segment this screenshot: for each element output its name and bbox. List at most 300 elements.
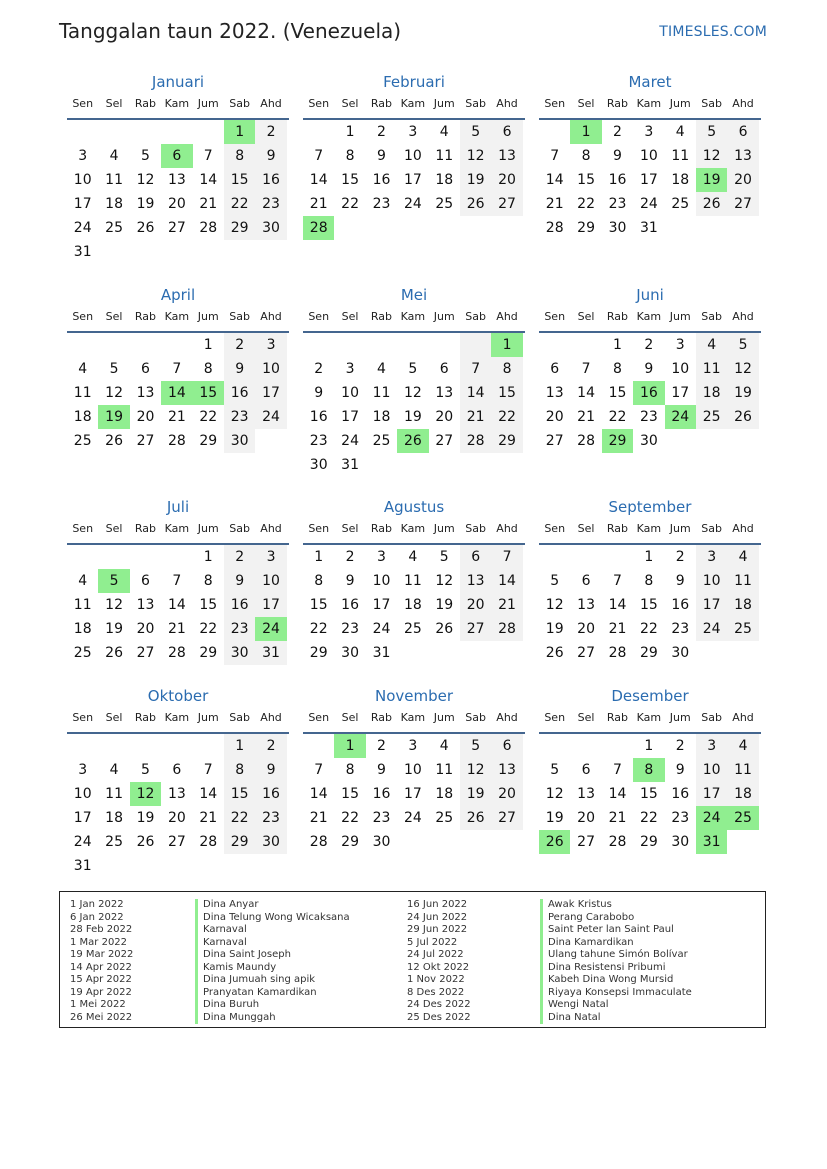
legend-holiday-name: Perang Carabobo: [540, 912, 692, 925]
day-cell: 2: [224, 545, 255, 569]
day-cell: 28: [460, 429, 491, 453]
day-cell: 18: [73, 409, 92, 425]
day-cell: 10: [255, 569, 286, 593]
weekday-label: Sen: [308, 97, 330, 110]
weekday-label: Sel: [341, 522, 359, 535]
day-cell: 11: [727, 569, 758, 593]
month-november: [303, 684, 525, 854]
day-cell: 19: [460, 168, 491, 192]
day-grid: [67, 333, 289, 453]
day-cell: 13: [167, 172, 186, 188]
empty-cell: [98, 333, 129, 357]
day-cell: 26: [136, 834, 155, 850]
day-cell: 13: [460, 569, 491, 593]
legend-holiday-name: Dina Resistensi Pribumi: [540, 962, 692, 975]
day-cell: 26: [105, 645, 123, 661]
day-cell: 9: [224, 357, 255, 381]
page-title: Tanggalan taun 2022. (Venezuela): [59, 19, 402, 43]
month-name: Juli: [166, 498, 190, 516]
day-cell: 2: [675, 738, 685, 754]
weekday-label: Ahd: [260, 711, 282, 724]
day-cell: 4: [727, 734, 758, 758]
day-cell: 12: [545, 597, 564, 613]
holiday-day-cell: 14: [161, 381, 192, 405]
day-cell: 18: [105, 196, 123, 212]
empty-cell: [67, 545, 98, 569]
day-grid: [303, 545, 525, 665]
weekday-label: Jum: [197, 310, 219, 323]
holiday-legend: [59, 891, 766, 1028]
day-cell: 7: [460, 357, 491, 381]
legend-date: 16 Jun 2022: [407, 899, 468, 910]
day-cell: 27: [491, 192, 522, 216]
weekday-label: Rab: [134, 711, 157, 724]
weekday-label: Rab: [606, 97, 629, 110]
day-cell: 5: [550, 573, 560, 589]
day-cell: 5: [460, 120, 491, 144]
day-cell: 23: [608, 196, 627, 212]
day-cell: 14: [199, 172, 218, 188]
empty-cell: [130, 120, 161, 144]
day-cell: 17: [403, 786, 422, 802]
weekday-label: Sab: [701, 522, 722, 535]
day-cell: 27: [727, 192, 758, 216]
day-cell: 4: [78, 361, 88, 377]
day-cell: 3: [78, 148, 88, 164]
day-cell: 7: [581, 361, 591, 377]
day-cell: 21: [309, 196, 328, 212]
legend-holiday-name: Dina Buruh: [195, 999, 350, 1012]
weekday-label: Ahd: [496, 522, 518, 535]
month-juli: [67, 495, 289, 665]
day-cell: 9: [377, 148, 386, 164]
weekday-label: Rab: [370, 711, 393, 724]
day-cell: 6: [550, 361, 560, 377]
day-cell: 19: [727, 381, 758, 405]
day-cell: 29: [224, 216, 255, 240]
weekday-header: [539, 94, 761, 120]
day-cell: 8: [345, 148, 355, 164]
day-cell: 26: [105, 433, 123, 449]
holiday-day-cell: 16: [633, 381, 664, 405]
empty-cell: [539, 120, 570, 144]
weekday-label: Kam: [400, 97, 426, 110]
day-cell: 19: [136, 810, 155, 826]
day-cell: 13: [167, 786, 186, 802]
day-cell: 4: [109, 148, 119, 164]
legend-date: 19 Apr 2022: [70, 986, 132, 998]
day-cell: 5: [408, 361, 418, 377]
day-cell: 19: [545, 810, 564, 826]
legend-holiday-name: Dina Anyar: [195, 899, 350, 912]
day-cell: 21: [167, 409, 186, 425]
weekday-label: Sel: [105, 310, 123, 323]
weekday-label: Rab: [370, 310, 393, 323]
legend-holiday-name: Dina Natal: [540, 1012, 692, 1025]
day-cell: 29: [639, 645, 658, 661]
day-cell: 3: [255, 333, 286, 357]
holiday-day-cell: 1: [491, 333, 522, 357]
day-cell: 20: [460, 593, 491, 617]
day-cell: 1: [224, 734, 255, 758]
day-cell: 22: [639, 621, 658, 637]
day-cell: 24: [639, 196, 658, 212]
month-september: [539, 495, 761, 665]
empty-cell: [98, 120, 129, 144]
day-cell: 11: [696, 357, 727, 381]
day-cell: 16: [372, 786, 391, 802]
day-cell: 7: [491, 545, 522, 569]
day-cell: 31: [73, 858, 92, 874]
legend-holiday-name: Pranyatan Kamardikan: [195, 987, 350, 1000]
day-cell: 20: [577, 810, 595, 826]
day-cell: 5: [727, 333, 758, 357]
day-cell: 12: [696, 144, 727, 168]
weekday-label: Sel: [105, 711, 123, 724]
day-cell: 13: [491, 144, 522, 168]
day-cell: 28: [608, 834, 627, 850]
day-cell: 27: [136, 433, 155, 449]
day-cell: 16: [608, 172, 627, 188]
day-grid: [67, 734, 289, 878]
month-februari: [303, 70, 525, 240]
empty-cell: [366, 333, 397, 357]
month-name: Oktober: [147, 687, 209, 705]
weekday-label: Jum: [197, 711, 219, 724]
legend-date: 1 Jan 2022: [70, 899, 124, 910]
empty-cell: [67, 120, 98, 144]
day-cell: 24: [255, 405, 286, 429]
weekday-label: Sen: [72, 522, 94, 535]
empty-cell: [303, 333, 334, 357]
day-cell: 4: [675, 124, 685, 140]
day-cell: 27: [435, 433, 454, 449]
day-cell: 2: [613, 124, 622, 140]
day-cell: 23: [341, 621, 359, 637]
day-cell: 22: [608, 409, 627, 425]
day-cell: 4: [439, 738, 449, 754]
weekday-header: [303, 708, 525, 734]
day-cell: 10: [73, 172, 92, 188]
day-cell: 29: [639, 834, 658, 850]
day-cell: 15: [608, 385, 627, 401]
empty-cell: [303, 120, 334, 144]
weekday-label: Rab: [606, 522, 629, 535]
day-cell: 23: [671, 810, 690, 826]
legend-date: 1 Nov 2022: [407, 974, 465, 985]
day-cell: 15: [224, 782, 255, 806]
day-cell: 28: [545, 220, 564, 236]
day-cell: 17: [403, 172, 422, 188]
legend-date: 1 Mei 2022: [70, 999, 126, 1010]
day-cell: 27: [167, 220, 186, 236]
day-cell: 7: [613, 573, 622, 589]
day-cell: 8: [224, 758, 255, 782]
day-cell: 23: [639, 409, 658, 425]
day-cell: 22: [224, 806, 255, 830]
day-cell: 12: [105, 597, 123, 613]
day-cell: 15: [639, 597, 658, 613]
day-cell: 20: [545, 409, 564, 425]
weekday-label: Ahd: [496, 310, 518, 323]
day-cell: 16: [671, 786, 690, 802]
day-cell: 29: [577, 220, 595, 236]
day-cell: 17: [341, 409, 359, 425]
day-cell: 22: [224, 192, 255, 216]
day-cell: 22: [341, 196, 359, 212]
day-cell: 24: [73, 220, 92, 236]
day-cell: 30: [341, 645, 359, 661]
weekday-label: Jum: [433, 310, 455, 323]
weekday-label: Sel: [105, 97, 123, 110]
legend-date: 24 Jun 2022: [407, 911, 468, 923]
day-cell: 20: [136, 621, 155, 637]
day-cell: 7: [550, 148, 560, 164]
weekday-label: Kam: [164, 711, 190, 724]
weekday-label: Ahd: [732, 97, 754, 110]
day-cell: 3: [675, 337, 685, 353]
weekday-label: Sab: [701, 711, 722, 724]
empty-cell: [460, 333, 491, 357]
day-cell: 27: [167, 834, 186, 850]
legend-date: 24 Des 2022: [407, 999, 471, 1010]
day-cell: 11: [727, 758, 758, 782]
weekday-label: Rab: [134, 522, 157, 535]
day-cell: 9: [345, 573, 355, 589]
weekday-label: Sen: [308, 310, 330, 323]
day-cell: 15: [639, 786, 658, 802]
day-cell: 4: [727, 545, 758, 569]
day-cell: 25: [73, 433, 92, 449]
day-cell: 6: [460, 545, 491, 569]
day-cell: 21: [577, 409, 595, 425]
weekday-label: Sab: [465, 522, 486, 535]
day-cell: 17: [73, 810, 92, 826]
day-cell: 23: [372, 810, 391, 826]
day-cell: 23: [372, 196, 391, 212]
day-cell: 18: [372, 409, 391, 425]
holiday-day-cell: 19: [696, 168, 727, 192]
month-name: Juni: [636, 286, 664, 304]
day-cell: 13: [435, 385, 454, 401]
day-cell: 17: [255, 381, 286, 405]
day-cell: 15: [341, 172, 359, 188]
day-cell: 24: [341, 433, 359, 449]
day-cell: 11: [73, 597, 92, 613]
day-cell: 12: [136, 172, 155, 188]
weekday-label: Ahd: [496, 711, 518, 724]
legend-date: 24 Jul 2022: [407, 949, 464, 960]
weekday-label: Ahd: [496, 97, 518, 110]
weekday-label: Sab: [229, 711, 250, 724]
holiday-day-cell: 6: [161, 144, 192, 168]
weekday-header: [67, 708, 289, 734]
day-cell: 20: [167, 196, 186, 212]
weekday-label: Sen: [544, 97, 566, 110]
empty-cell: [130, 545, 161, 569]
day-cell: 12: [545, 786, 564, 802]
month-name: April: [160, 286, 196, 304]
day-cell: 20: [577, 621, 595, 637]
empty-cell: [570, 333, 601, 357]
day-cell: 11: [671, 148, 690, 164]
day-cell: 2: [377, 738, 386, 754]
day-cell: 12: [460, 758, 491, 782]
day-cell: 15: [577, 172, 595, 188]
empty-cell: [570, 734, 601, 758]
legend-holiday-name: Dina Jumuah sing apik: [195, 974, 350, 987]
empty-cell: [67, 734, 98, 758]
day-cell: 9: [675, 573, 685, 589]
weekday-label: Jum: [669, 310, 691, 323]
day-cell: 2: [224, 333, 255, 357]
day-cell: 7: [314, 148, 324, 164]
day-grid: [539, 120, 761, 240]
day-cell: 21: [608, 621, 627, 637]
legend-holiday-name: Riyaya Konsepsi Immaculate: [540, 987, 692, 1000]
holiday-day-cell: 25: [727, 806, 758, 830]
weekday-label: Rab: [134, 310, 157, 323]
day-cell: 10: [372, 573, 391, 589]
day-cell: 22: [577, 196, 595, 212]
day-cell: 28: [309, 834, 328, 850]
weekday-label: Ahd: [732, 522, 754, 535]
day-cell: 8: [203, 573, 213, 589]
day-cell: 14: [491, 569, 522, 593]
day-cell: 4: [408, 549, 418, 565]
day-cell: 22: [639, 810, 658, 826]
weekday-header: [303, 307, 525, 333]
day-cell: 9: [613, 148, 622, 164]
day-cell: 14: [460, 381, 491, 405]
empty-cell: [539, 333, 570, 357]
day-cell: 13: [577, 786, 595, 802]
legend-holiday-name: Awak Kristus: [540, 899, 692, 912]
brand-link[interactable]: TIMESLES.COM: [659, 24, 767, 40]
weekday-header: [303, 519, 525, 545]
day-cell: 15: [199, 597, 218, 613]
day-cell: 31: [372, 645, 391, 661]
day-cell: 11: [435, 148, 454, 164]
weekday-label: Jum: [669, 97, 691, 110]
weekday-label: Sel: [577, 310, 595, 323]
day-cell: 30: [671, 645, 690, 661]
weekday-label: Jum: [197, 97, 219, 110]
day-cell: 8: [581, 148, 591, 164]
weekday-label: Kam: [400, 711, 426, 724]
empty-cell: [193, 120, 224, 144]
holiday-day-cell: 5: [98, 569, 129, 593]
day-cell: 21: [309, 810, 328, 826]
month-name: Mei: [400, 286, 428, 304]
day-cell: 11: [105, 786, 123, 802]
day-cell: 11: [105, 172, 123, 188]
empty-cell: [98, 734, 129, 758]
day-cell: 14: [545, 172, 564, 188]
day-cell: 28: [167, 645, 186, 661]
weekday-label: Sel: [341, 310, 359, 323]
day-cell: 31: [341, 457, 359, 473]
day-cell: 17: [372, 597, 391, 613]
day-cell: 18: [435, 172, 454, 188]
day-cell: 26: [727, 405, 758, 429]
day-cell: 14: [199, 786, 218, 802]
day-cell: 25: [372, 433, 391, 449]
weekday-label: Sel: [341, 711, 359, 724]
day-cell: 1: [345, 124, 355, 140]
day-cell: 5: [460, 734, 491, 758]
day-cell: 17: [639, 172, 658, 188]
day-cell: 9: [675, 762, 685, 778]
day-cell: 11: [372, 385, 391, 401]
holiday-day-cell: 24: [696, 806, 727, 830]
weekday-label: Sen: [72, 97, 94, 110]
day-cell: 23: [671, 621, 690, 637]
day-cell: 9: [644, 361, 654, 377]
weekday-label: Sen: [72, 310, 94, 323]
day-cell: 9: [255, 144, 286, 168]
day-cell: 30: [224, 641, 255, 665]
legend-holiday-name: Dina Kamardikan: [540, 937, 692, 950]
day-cell: 13: [491, 758, 522, 782]
day-cell: 2: [255, 120, 286, 144]
weekday-label: Sab: [229, 310, 250, 323]
month-desember: [539, 684, 761, 854]
weekday-label: Ahd: [732, 711, 754, 724]
weekday-label: Jum: [433, 522, 455, 535]
day-cell: 1: [203, 549, 213, 565]
weekday-label: Sab: [229, 97, 250, 110]
month-juni: [539, 283, 761, 453]
day-cell: 7: [203, 762, 213, 778]
day-cell: 7: [172, 573, 182, 589]
day-cell: 23: [224, 405, 255, 429]
weekday-label: Sab: [701, 310, 722, 323]
day-cell: 1: [644, 549, 654, 565]
month-name: Maret: [628, 73, 672, 91]
legend-date: 15 Apr 2022: [70, 974, 132, 985]
weekday-label: Sel: [105, 522, 123, 535]
day-cell: 14: [309, 172, 328, 188]
day-cell: 4: [439, 124, 449, 140]
legend-holiday-name: Ulang tahune Simón Bolívar: [540, 949, 692, 962]
day-cell: 5: [109, 361, 119, 377]
day-cell: 10: [696, 569, 727, 593]
weekday-label: Ahd: [260, 97, 282, 110]
day-cell: 15: [491, 381, 522, 405]
day-cell: 12: [403, 385, 422, 401]
day-cell: 11: [435, 762, 454, 778]
empty-cell: [570, 545, 601, 569]
day-grid: [539, 734, 761, 854]
day-cell: 17: [696, 782, 727, 806]
holiday-day-cell: 15: [193, 381, 224, 405]
day-cell: 22: [199, 621, 218, 637]
empty-cell: [303, 734, 334, 758]
day-cell: 19: [545, 621, 564, 637]
day-cell: 25: [435, 810, 454, 826]
day-grid: [539, 545, 761, 665]
day-cell: 23: [224, 617, 255, 641]
empty-cell: [161, 545, 192, 569]
weekday-header: [67, 307, 289, 333]
day-cell: 9: [314, 385, 324, 401]
day-cell: 24: [73, 834, 92, 850]
day-cell: 23: [255, 192, 286, 216]
day-cell: 3: [345, 361, 355, 377]
day-cell: 6: [581, 573, 591, 589]
day-cell: 30: [372, 834, 391, 850]
